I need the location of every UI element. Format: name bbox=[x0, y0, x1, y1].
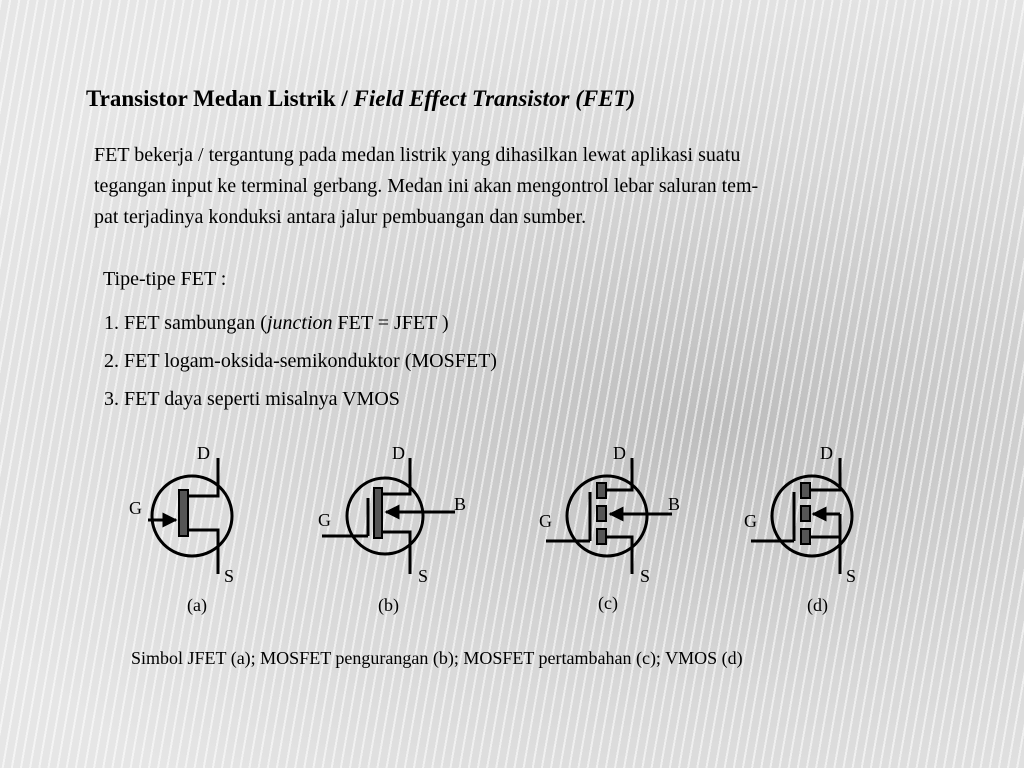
drain-label: D bbox=[197, 443, 210, 463]
symbol-caption-label: (c) bbox=[598, 593, 618, 613]
gate-label: G bbox=[318, 510, 331, 530]
channel-bar bbox=[374, 488, 382, 538]
drain-label: D bbox=[613, 443, 626, 463]
title-italic: Field Effect Transistor (FET) bbox=[353, 86, 636, 111]
fet-symbols-diagram bbox=[0, 430, 1024, 630]
symbol-mosfet-enhancement bbox=[539, 443, 680, 614]
type-item-jfet: 1. FET sambungan (junction FET = JFET ) bbox=[104, 312, 449, 334]
jfet-channel-bar bbox=[179, 490, 188, 536]
drain-source-leads bbox=[382, 458, 410, 574]
symbol-mosfet-depletion bbox=[318, 443, 466, 616]
symbol-jfet bbox=[129, 443, 234, 616]
drain-label: D bbox=[820, 443, 833, 463]
paragraph-line: pat terjadinya konduksi antara jalur pembuangan dan sumber. bbox=[94, 206, 587, 228]
source-label: S bbox=[224, 566, 235, 586]
type-item-mosfet: 2. FET logam-oksida-semikonduktor (MOSFET) bbox=[104, 350, 497, 372]
body-label: B bbox=[668, 494, 681, 514]
description-paragraph bbox=[94, 140, 964, 233]
channel-segment bbox=[801, 483, 810, 498]
channel-segment bbox=[801, 506, 810, 521]
source-label: S bbox=[418, 566, 429, 586]
channel-segment bbox=[597, 483, 606, 498]
body-label: B bbox=[454, 494, 467, 514]
type-item-vmos: 3. FET daya seperti misalnya VMOS bbox=[104, 388, 400, 410]
slide-title bbox=[86, 86, 635, 112]
symbol-caption-label: (b) bbox=[378, 595, 399, 615]
figure-caption: Simbol JFET (a); MOSFET pengurangan (b); MOSFET pertambahan (c); VMOS (d) bbox=[131, 648, 743, 668]
jfet-circle bbox=[152, 476, 232, 556]
channel-segment bbox=[801, 529, 810, 544]
source-label: S bbox=[846, 566, 857, 586]
channel-segment bbox=[597, 506, 606, 521]
types-heading: Tipe-tipe FET : bbox=[103, 268, 227, 290]
paragraph-line: FET bekerja / tergantung pada medan listrik yang dihasilkan lewat aplikasi suatu bbox=[94, 144, 741, 166]
paragraph-line: tegangan input ke terminal gerbang. Medan ini akan mengontrol lebar saluran tem- bbox=[94, 175, 759, 197]
symbol-vmos bbox=[744, 443, 856, 616]
mosfet-b-circle bbox=[347, 478, 423, 554]
gate-label: G bbox=[744, 511, 757, 531]
drain-label: D bbox=[392, 443, 405, 463]
gate-label: G bbox=[129, 498, 142, 518]
channel-segment bbox=[597, 529, 606, 544]
symbol-caption-label: (a) bbox=[187, 595, 207, 615]
gate-label: G bbox=[539, 511, 552, 531]
symbol-caption-label: (d) bbox=[807, 595, 828, 615]
title-regular: Transistor Medan Listrik / bbox=[86, 86, 354, 111]
source-label: S bbox=[640, 566, 651, 586]
